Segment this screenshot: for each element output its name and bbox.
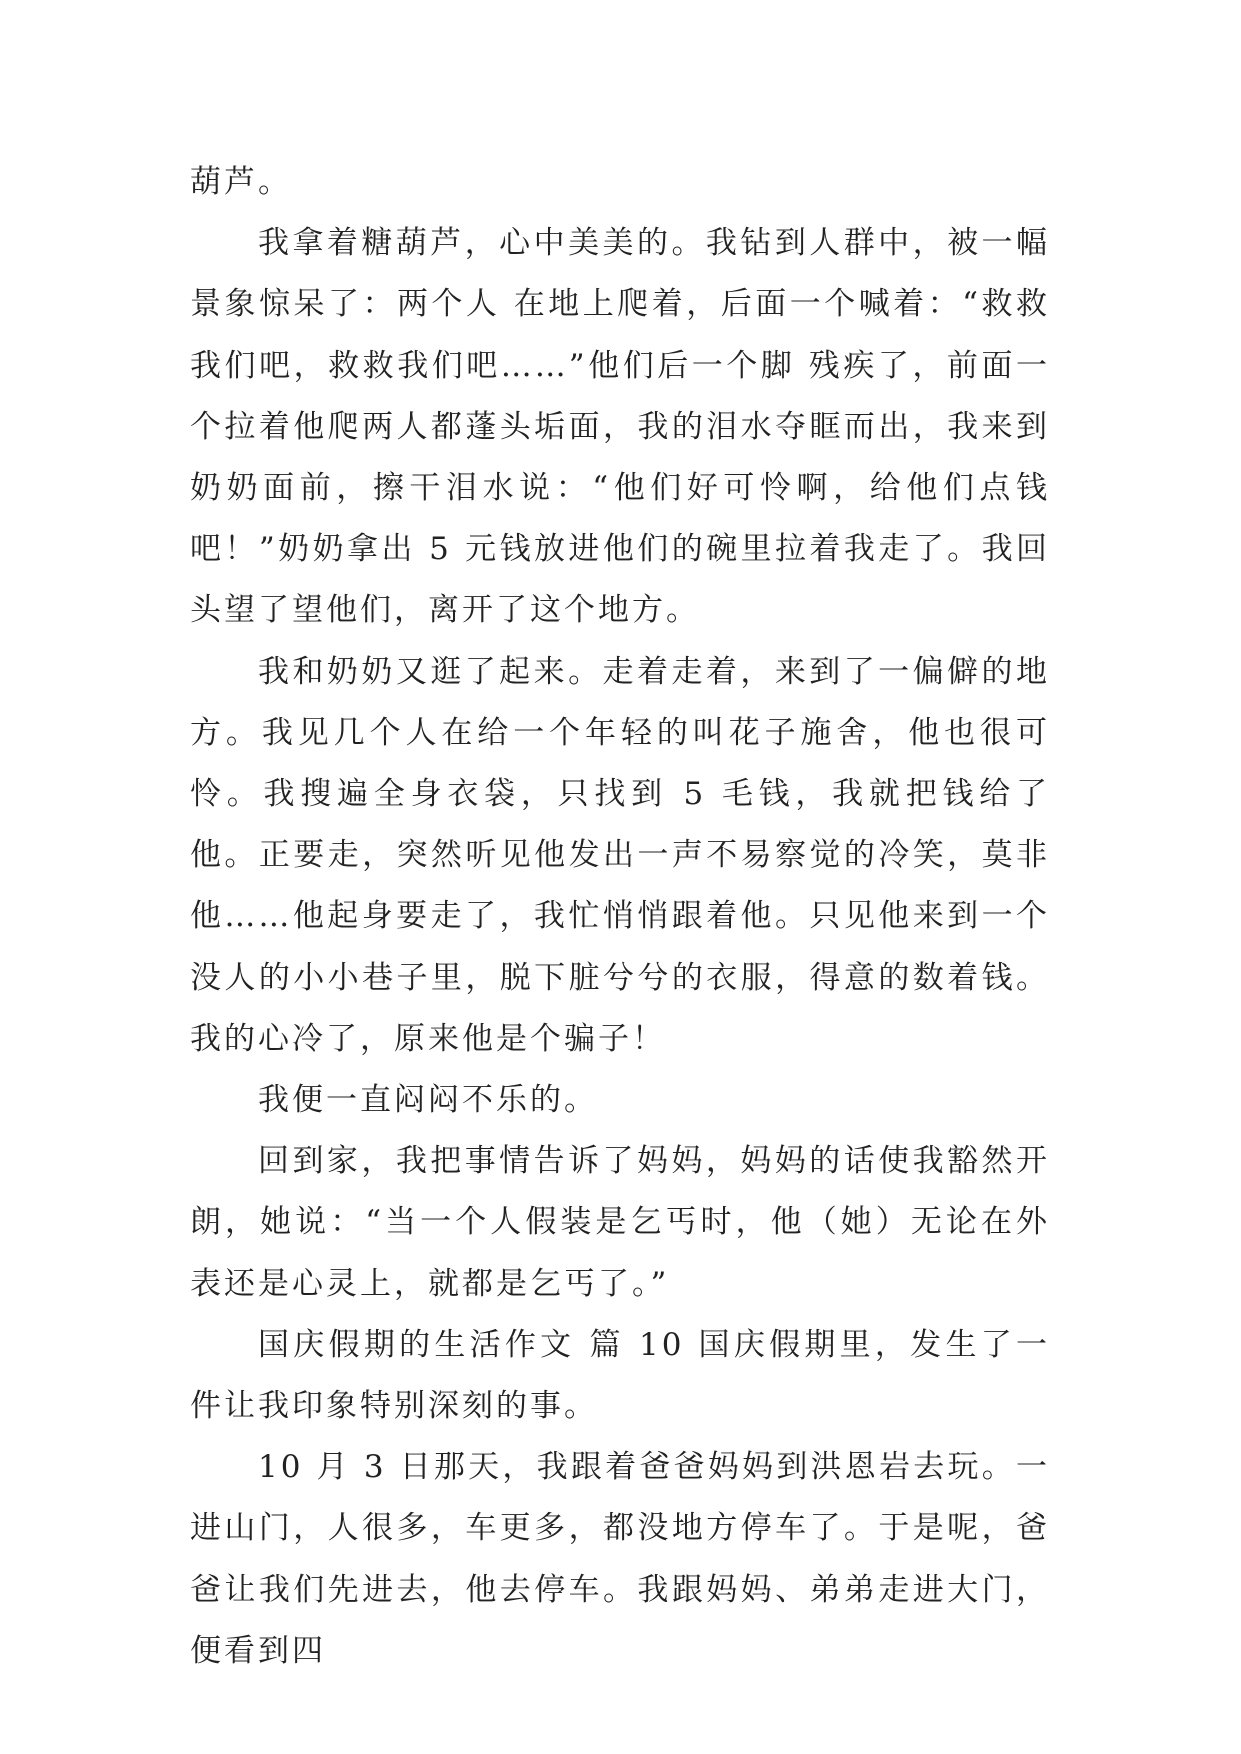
paragraph-beggars: 我拿着糖葫芦，心中美美的。我钻到人群中，被一幅景象惊呆了：两个人 在地上爬着，后面一个喊着：“救救我们吧，救救我们吧……”他们后一个脚 残疾了，前面一个拉着他爬两人都蓬头垢面，我的泪水夺眶而出，我来到奶奶面前，擦干泪水说：“他们好可怜啊，给他们点钱吧！”奶奶拿出 5 元钱放进他们的碗里拉着我走了。我回头望了望他们，离开了这个地方。 <box>190 225 1050 629</box>
paragraph-october-trip: 10 月 3 日那天，我跟着爸爸妈妈到洪恩岩去玩。一进山门，人很多，车更多，都没地方停车了。于是呢，爸爸让我们先进去，他去停车。我跟妈妈、弟弟走进大门，便看到四 <box>190 1449 1050 1669</box>
essay-body <box>190 152 1050 1682</box>
paragraph-continuation: 葫芦。 <box>190 164 292 200</box>
paragraph-unhappy: 我便一直闷闷不乐的。 <box>258 1082 598 1119</box>
paragraph-fake-beggar: 我和奶奶又逛了起来。走着走着，来到了一偏僻的地方。我见几个人在给一个年轻的叫花子施舍，他也很可怜。我搜遍全身衣袋，只找到 5 毛钱，我就把钱给了他。正要走，突然听见他发出一声不易察觉的冷笑，莫非他……他起身要走了，我忙悄悄跟着他。只见他来到一个没人的小小巷子里，脱下脏兮兮的衣服，得意的数着钱。我的心冷了，原来他是个骗子！ <box>190 653 1050 1057</box>
paragraph-mother-words: 回到家，我把事情告诉了妈妈，妈妈的话使我豁然开朗，她说：“当一个人假装是乞丐时，他（她）无论在外表还是心灵上，就都是乞丐了。” <box>190 1143 1050 1302</box>
paragraph-essay-10-title: 国庆假期的生活作文 篇 10 国庆假期里，发生了一件让我印象特别深刻的事。 <box>190 1326 1050 1425</box>
